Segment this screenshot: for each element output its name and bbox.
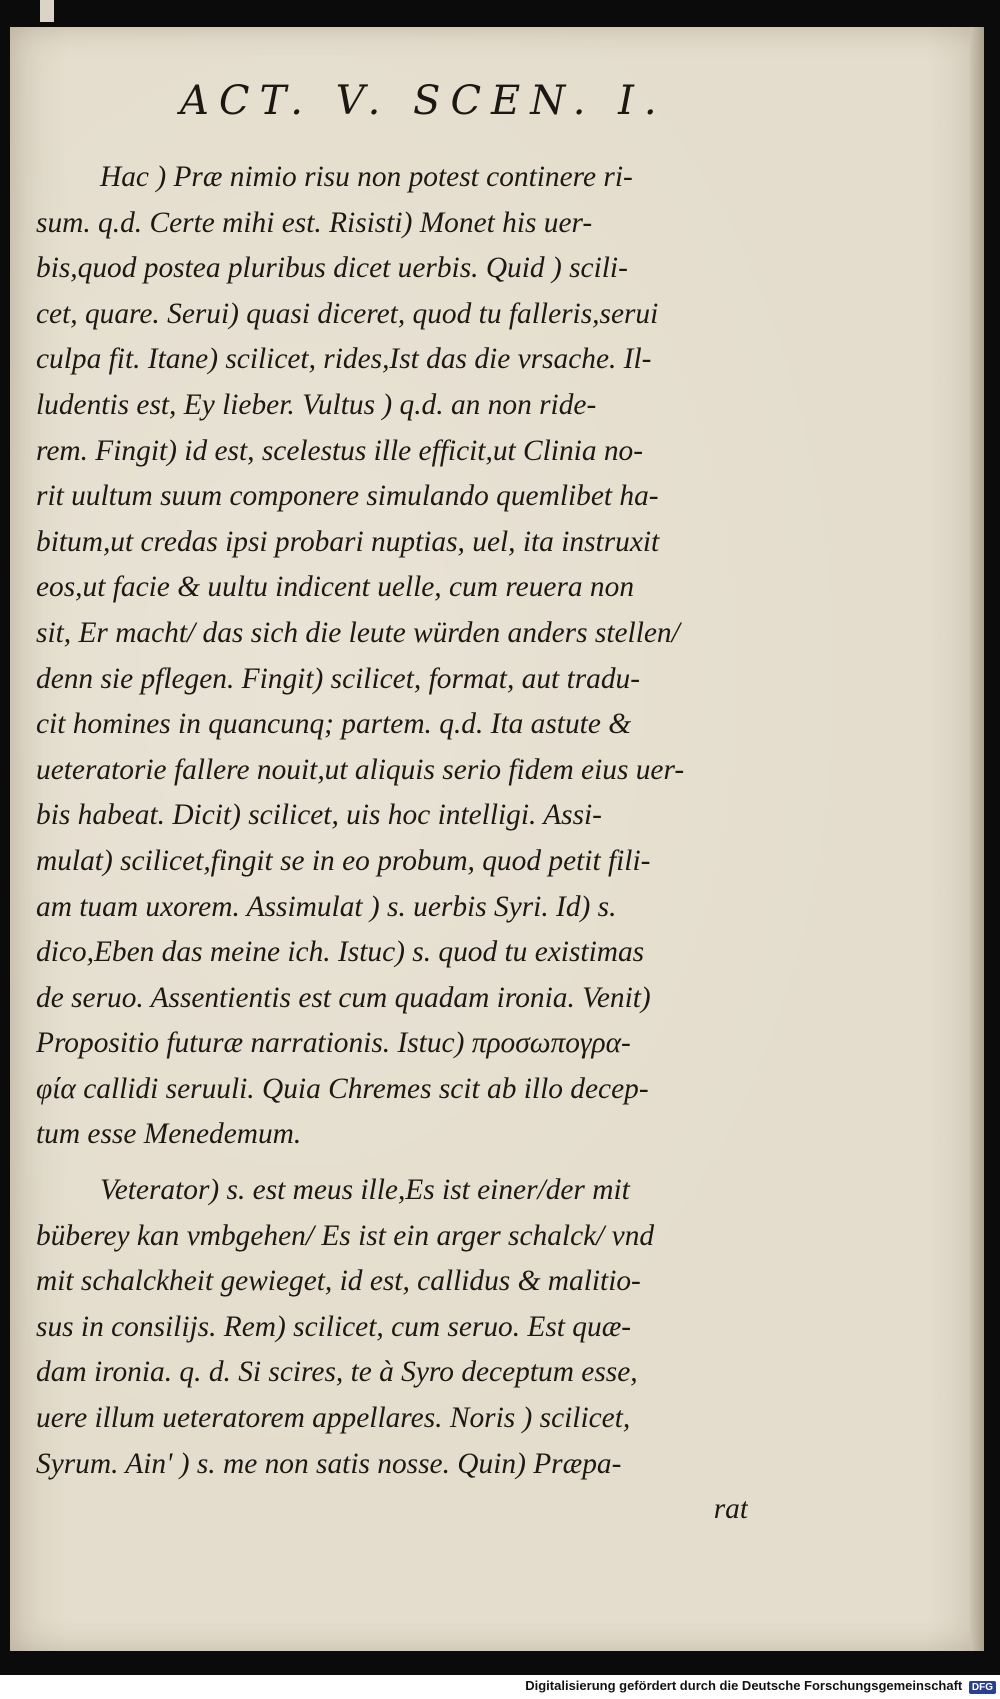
text-line: Hac ) Præ nimio risu non potest continere ri- — [100, 161, 633, 193]
text-line: uere illum ueteratorem appellares. Noris ) scilicet, — [36, 1402, 631, 1435]
text-line: de seruo. Assentientis est cum quadam ironia. Venit) — [36, 981, 651, 1014]
text-line: eos,ut facie & uultu indicent uelle, cum reuera non — [36, 571, 635, 604]
text-line: cet, quare. Serui) quasi diceret, quod tu falleris,serui — [36, 297, 659, 330]
running-header: ACT. V. SCEN. I. — [180, 78, 667, 124]
text-line: sum. q.d. Certe mihi est. Risisti) Monet his uer- — [36, 206, 593, 239]
text-line: bitum,ut credas ipsi probari nuptias, uel, ita instruxit — [36, 525, 660, 558]
paragraph-gap — [36, 1158, 748, 1168]
text-line: sit, Er macht/ das sich die leute würden anders stellen/ — [36, 616, 680, 649]
text-line: dam ironia. q. d. Si scires, te à Syro deceptum esse, — [36, 1356, 638, 1389]
text-line: cit homines in quancunq; partem. q.d. Ita astute & — [36, 708, 632, 741]
text-line: ueteratorie fallere nouit,ut aliquis serio fidem eius uer- — [36, 753, 685, 786]
text-line: rem. Fingit) id est, scelestus ille efficit,ut Clinia no- — [36, 434, 644, 467]
text-line: φία callidi seruuli. Quia Chremes scit ab illo decep- — [36, 1072, 649, 1105]
text-line: rit uultum suum componere simulando quemlibet ha- — [36, 480, 659, 513]
text-line: Propositio futuræ narrationis. Istuc) προσωπογρα- — [36, 1027, 631, 1060]
page-edge — [970, 27, 984, 1651]
credit-text: Digitalisierung gefördert durch die Deutsche Forschungsgemeinschaft — [525, 1678, 963, 1693]
commentary-text — [36, 155, 748, 1533]
text-line: dico,Eben das meine ich. Istuc) s. quod tu existimas — [36, 936, 645, 969]
text-line: mit schalckheit gewieget, id est, callidus & malitio- — [36, 1265, 641, 1298]
text-line: Syrum. Ain' ) s. me non satis nosse. Quin) Præpa- — [36, 1447, 622, 1480]
text-line: culpa fit. Itane) scilicet, rides,Ist das die vrsache. Il- — [36, 343, 652, 376]
paragraph-1 — [36, 155, 748, 1158]
catchword: rat — [713, 1493, 748, 1526]
text-line: tum esse Menedemum. — [36, 1118, 302, 1151]
text-line: Veterator) s. est meus ille,Es ist einer/der mit — [100, 1174, 630, 1207]
text-line: sus in consilijs. Rem) scilicet, cum seruo. Est quæ- — [36, 1310, 632, 1343]
text-line: mulat) scilicet,fingit se in eo probum, quod petit fili- — [36, 844, 651, 877]
text-line: am tuam uxorem. Assimulat ) s. uerbis Syri. Id) s. — [36, 890, 617, 923]
dfg-logo: DFG — [969, 1681, 996, 1694]
paragraph-2 — [36, 1168, 748, 1533]
scan-edge-strip — [40, 0, 54, 22]
text-line: bis,quod postea pluribus dicet uerbis. Quid ) scili- — [36, 252, 628, 285]
text-line: denn sie pflegen. Fingit) scilicet, format, aut tradu- — [36, 662, 641, 695]
text-line: ludentis est, Ey lieber. Vultus ) q.d. an non ride- — [36, 388, 597, 421]
text-line: büberey kan vmbgehen/ Es ist ein arger schalck/ vnd — [36, 1219, 655, 1252]
digitization-credit — [525, 1678, 996, 1694]
text-line: bis habeat. Dicit) scilicet, uis hoc intelligi. Assi- — [36, 799, 602, 832]
